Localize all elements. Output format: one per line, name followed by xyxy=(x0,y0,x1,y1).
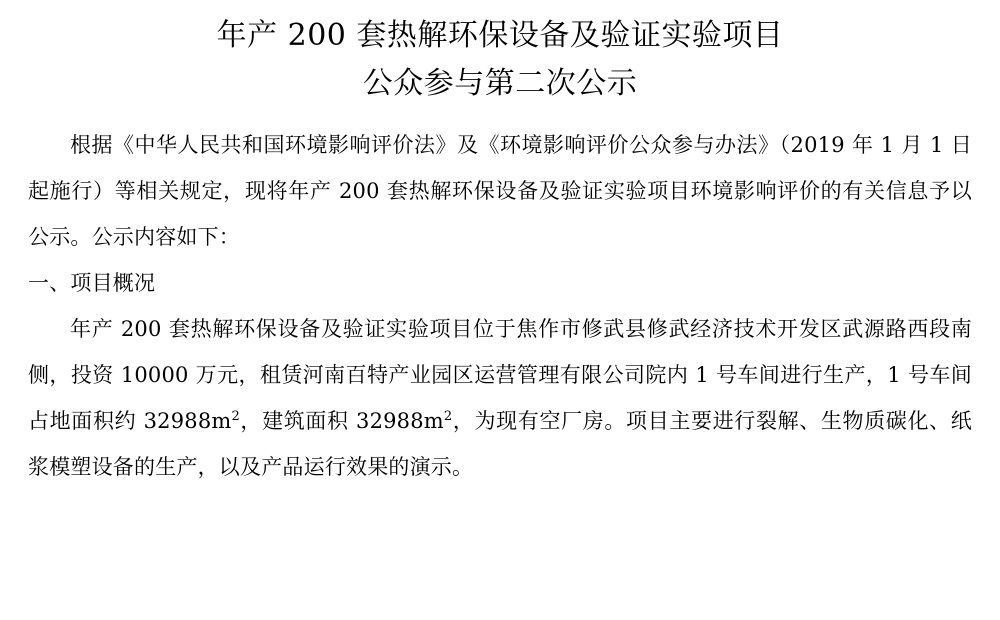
document-title-block xyxy=(28,12,972,108)
area-superscript-1: 2 xyxy=(231,409,240,424)
section-body-project-overview xyxy=(28,306,972,490)
page-title-line-1: 年产 200 套热解环保设备及验证实验项目 xyxy=(216,18,784,53)
section-body-text-3: ，为现有空厂房。项目主要进行裂解、生物质碳化、纸浆模塑设备的生产，以及产品运行效果的演示。 xyxy=(28,409,972,479)
section-body-text-2: ，建筑面积 32988m xyxy=(239,409,444,433)
section-body-text-1: 年产 200 套热解环保设备及验证实验项目位于焦作市修武县修武经济技术开发区武源路西段南侧，投资 10000 万元，租赁河南百特产业园区运营管理有限公司院内 1 号车间进行生产，1 号车间占地面积约 32988m xyxy=(28,317,972,433)
area-superscript-2: 2 xyxy=(443,409,453,424)
page-title xyxy=(28,12,972,108)
section-heading-project-overview: 一、项目概况 xyxy=(28,271,156,295)
page-title-line-2: 公众参与第二次公示 xyxy=(362,66,638,101)
intro-paragraph: 根据《中华人民共和国环境影响评价法》及《环境影响评价公众参与办法》（2019 年 1 月 1 日起施行）等相关规定，现将年产 200 套热解环保设备及验证实验项目环境影响评价的有关信息予以公示。公示内容如下： xyxy=(28,133,972,249)
